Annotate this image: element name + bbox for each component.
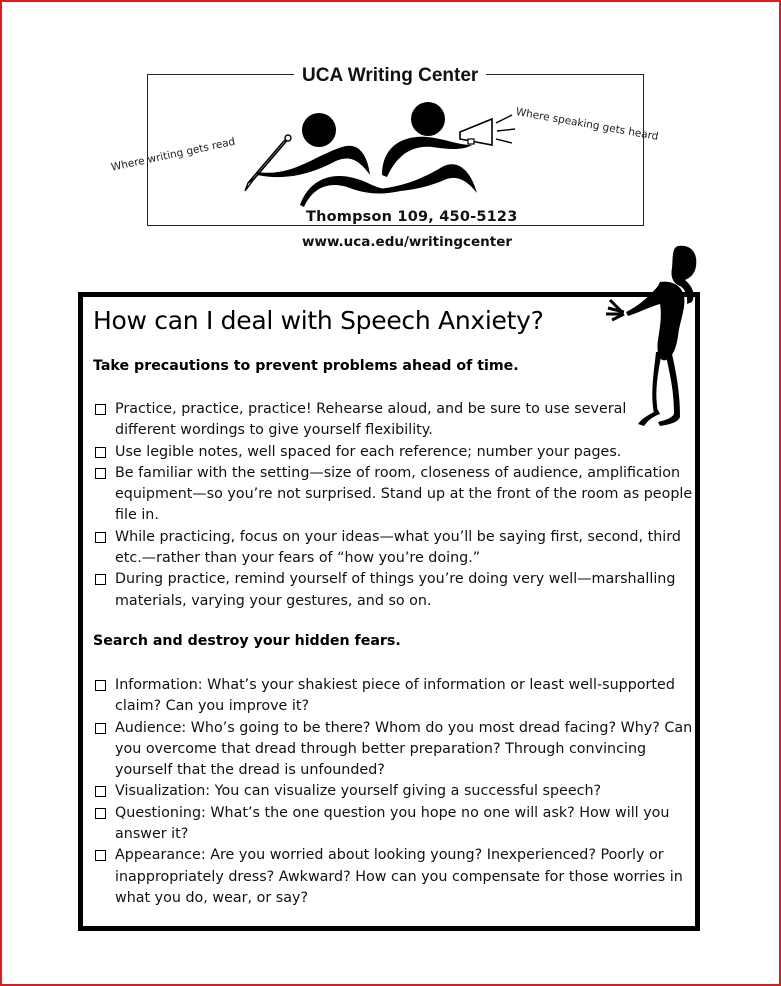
list-item-text: Visualization: You can visualize yourself giving a successful speech? <box>115 783 602 800</box>
section-title-precautions: Take precautions to prevent problems ahead of time. <box>93 358 519 374</box>
checkbox-icon[interactable] <box>95 574 106 585</box>
list-item <box>93 399 635 442</box>
tagline-writing: Where writing gets read <box>110 135 237 174</box>
checkbox-icon[interactable] <box>95 468 106 479</box>
list-item-text: While practicing, focus on your ideas—what you’ll be saying first, second, third etc.—rather than your fears of “how you’re doing.” <box>115 528 681 567</box>
list-item-text: Information: What’s your shakiest piece of information or least well-supported claim? Can you improve it? <box>115 677 675 715</box>
list-item <box>93 442 695 463</box>
section-title-hidden-fears: Search and destroy your hidden fears. <box>93 633 401 649</box>
checkbox-icon[interactable] <box>95 680 106 691</box>
logo-address: Thompson 109, 450-5123 <box>298 209 526 225</box>
checkbox-icon[interactable] <box>95 404 106 415</box>
precautions-list <box>93 399 693 612</box>
list-item-text: Questioning: What’s the one question you hope no one will ask? How will you answer it? <box>115 804 670 843</box>
list-item <box>93 845 697 909</box>
megaphone-icon <box>460 115 515 145</box>
list-item <box>93 718 697 782</box>
list-item <box>93 463 697 527</box>
hidden-fears-list <box>93 675 693 909</box>
checkbox-icon[interactable] <box>95 532 106 543</box>
list-item-text: Appearance: Are you worried about looking young? Inexperienced? Poorly or inappropriately dress? Awkward? How can you compensate for those worries in what you do, wear, or say? <box>115 847 683 906</box>
list-item-text: During practice, remind yourself of things you’re doing very well—marshalling materials, varying your gestures, and so on. <box>115 571 676 609</box>
logo-url: www.uca.edu/writingcenter <box>302 234 513 250</box>
checkbox-icon[interactable] <box>95 850 106 861</box>
figure-speaker-icon <box>377 102 477 193</box>
logo-artwork <box>232 97 522 207</box>
logo-title: UCA Writing Center <box>294 65 486 87</box>
checkbox-icon[interactable] <box>95 786 106 797</box>
list-item-text: Use legible notes, well spaced for each reference; number your pages. <box>115 443 622 460</box>
tagline-speaking: Where speaking gets heard <box>514 106 660 143</box>
list-item-text: Be familiar with the setting—size of room, closeness of audience, amplification equipment—so you’re not surprised. Stand up at the front of the room as people file in. <box>115 464 693 524</box>
list-item-text: Audience: Who’s going to be there? Whom do you most dread facing? Why? Can you overcome that dread through better preparation? Through convincing yourself that the dread is unfounded? <box>115 719 693 779</box>
checkbox-icon[interactable] <box>95 808 106 819</box>
checkbox-icon[interactable] <box>95 447 106 458</box>
list-item <box>93 803 697 846</box>
list-item <box>93 569 697 612</box>
pencil-icon <box>245 135 291 191</box>
list-item <box>93 781 697 802</box>
list-item <box>93 527 697 570</box>
page-heading: How can I deal with Speech Anxiety? <box>93 306 544 335</box>
list-item <box>93 675 697 718</box>
checkbox-icon[interactable] <box>95 723 106 734</box>
list-item-text: Practice, practice, practice! Rehearse aloud, and be sure to use several different wordings to give yourself flexibility. <box>115 401 627 439</box>
